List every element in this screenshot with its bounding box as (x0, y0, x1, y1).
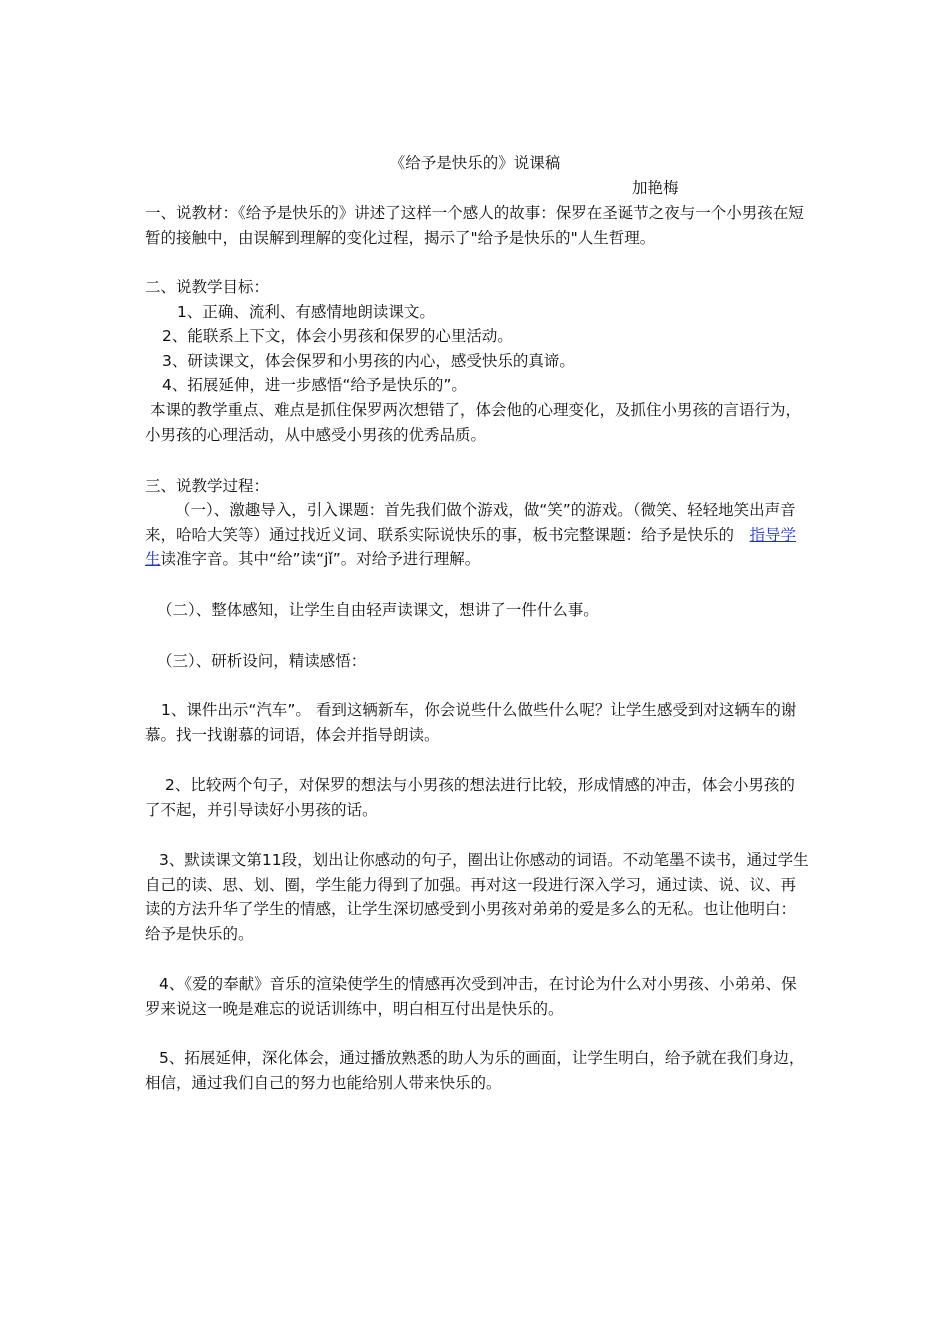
section-process-heading: 三、说教学过程： (145, 477, 270, 495)
process-item: 2、比较两个句子，对保罗的想法与小男孩的想法进行比较，形成情感的冲击，体会小男孩的了不起，并引导读好小男孩的话。 (145, 776, 795, 819)
guide-students-link[interactable]: 指导学生 (145, 525, 797, 568)
process-part-1-text: （一）、激趣导入，引入课题：首先我们做个游戏，做“笑”的游戏。（微笑、轻轻地笑出声音来，哈哈大笑等）通过找近义词、联系实际说快乐的事，板书完整课题：给予是快乐的 (145, 501, 796, 544)
goal-item: 2、能联系上下文，体会小男孩和保罗的心里活动。 (162, 327, 513, 345)
author-name: 加艳梅 (632, 179, 679, 197)
process-item: 4、《爱的奉献》音乐的渲染使学生的情感再次受到冲击，在讨论为什么对小男孩、小弟弟、保罗来说这一晚是难忘的说话训练中，明白相互付出是快乐的。 (145, 975, 797, 1018)
goal-item: 1、正确、流利、有感情地朗读课文。 (177, 303, 435, 321)
goal-item: 3、研读课文，体会保罗和小男孩的内心，感受快乐的真谛。 (162, 352, 575, 370)
teaching-focus-paragraph: 本课的教学重点、难点是抓住保罗两次想错了，体会他的心理变化，及抓住小男孩的言语行为，小男孩的心理活动，从中感受小男孩的优秀品质。 (145, 401, 801, 444)
process-part-1 (145, 498, 810, 572)
process-part-2: （二）、整体感知，让学生自由轻声读课文，想讲了一件什么事。 (157, 601, 599, 619)
section-teaching-material: 一、说教材：《给予是快乐的》讲述了这样一个感人的故事：保罗在圣诞节之夜与一个小男孩在短暂的接触中，由误解到理解的变化过程，揭示了"给予是快乐的"人生哲理。 (145, 204, 804, 247)
process-item: 5、拓展延伸，深化体会，通过播放熟悉的助人为乐的画面，让学生明白，给予就在我们身边，相信，通过我们自己的努力也能给别人带来快乐的。 (145, 1049, 805, 1092)
process-part-1-text-end: 读准字音。其中“给”读“jǐ”。对给予进行理解。 (160, 550, 481, 568)
process-item: 3、默读课文第11段，划出让你感动的句子，圈出让你感动的词语。不动笔墨不读书，通过学生自己的读、思、划、圈，学生能力得到了加强。再对这一段进行深入学习，通过读、说、议、再读的方法升华了学生的情感，让学生深切感受到小男孩对弟弟的爱是多么的无私。也让他明白：给予是快乐的。 (145, 851, 809, 943)
goal-item: 4、拓展延伸，进一步感悟“给予是快乐的”。 (162, 376, 467, 394)
process-part-3: （三）、研析设问，精读感悟： (157, 652, 367, 670)
document-title: 《给予是快乐的》说课稿 (389, 154, 561, 172)
process-item: 1、课件出示“汽车”。 看到这辆新车，你会说些什么做些什么呢？让学生感受到对这辆车的谢慕。找一找谢慕的词语，体会并指导朗读。 (145, 701, 797, 744)
section-goals-heading: 二、说教学目标： (145, 278, 270, 296)
